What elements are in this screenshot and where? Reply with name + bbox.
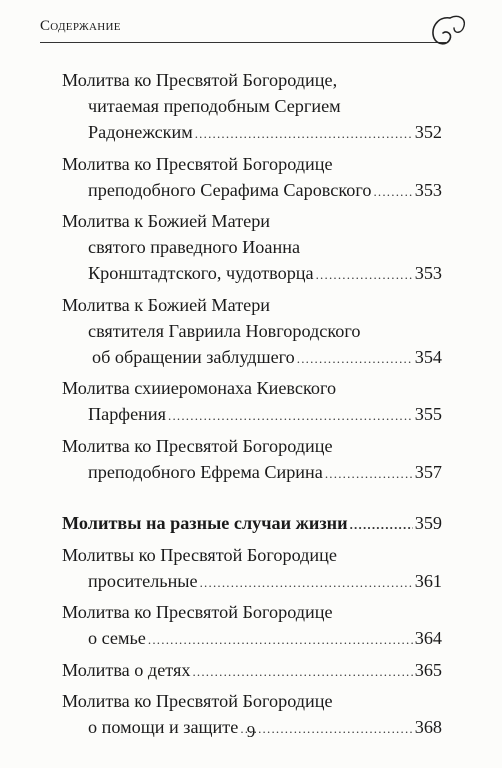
entry-line: Молитвы ко Пресвятой Богородице xyxy=(62,544,337,565)
dot-leader xyxy=(192,659,412,685)
toc-entry[interactable] xyxy=(62,375,442,427)
header-title: Содержание xyxy=(40,18,121,34)
dot-leader xyxy=(168,403,413,429)
dot-leader xyxy=(148,627,413,653)
dot-leader xyxy=(325,461,413,487)
entry-line: святителя Гавриила Новгородского xyxy=(88,320,361,341)
page-number: 357 xyxy=(414,461,442,482)
page-number: 353 xyxy=(414,263,442,283)
flourish-ornament-icon xyxy=(420,12,468,52)
section-gap xyxy=(62,490,442,510)
running-header xyxy=(40,10,468,50)
page-number: 359 xyxy=(414,513,442,533)
toc-entry[interactable] xyxy=(62,67,442,145)
entry-line: Молитва ко Пресвятой Богородице xyxy=(62,153,333,174)
page-number: 352 xyxy=(414,122,442,142)
entry-line: Радонежским xyxy=(88,122,193,142)
entry-line: просительные xyxy=(88,570,198,591)
table-of-contents xyxy=(62,67,442,746)
dot-leader xyxy=(297,346,413,372)
entry-line: о помощи и защите xyxy=(88,717,239,737)
entry-line: Парфения xyxy=(88,404,166,424)
toc-section-heading[interactable] xyxy=(62,510,442,536)
page-number: 354 xyxy=(414,346,442,367)
toc-entry[interactable] xyxy=(62,433,442,485)
entry-line: об обращении заблудшего xyxy=(92,346,295,367)
dot-leader xyxy=(195,121,413,147)
dot-leader xyxy=(200,570,413,596)
entry-line: Молитва о детях xyxy=(62,659,191,680)
entry-line: о семье xyxy=(88,628,146,648)
entry-line: преподобного Ефрема Сирина xyxy=(88,461,323,482)
dot-leader xyxy=(373,179,412,205)
header-rule xyxy=(40,42,446,43)
toc-entry[interactable] xyxy=(62,208,442,286)
entry-line: Кронштадтского, чудотворца xyxy=(88,263,314,283)
entry-line: Молитва схииеромонаха Киевского xyxy=(62,378,337,398)
entry-line: святого праведного Иоанна xyxy=(88,237,301,257)
entry-line: читаемая преподобным Сергием xyxy=(88,96,341,116)
dot-leader xyxy=(316,262,413,288)
entry-line: Молитва ко Пресвятой Богородице xyxy=(62,435,333,456)
page-number: 361 xyxy=(414,570,442,591)
entry-line: Молитва к Божией Матери xyxy=(62,211,271,231)
section-title: Молитвы на разные случаи жизни xyxy=(62,513,348,533)
entry-line: Молитва ко Пресвятой Богородице xyxy=(62,691,333,711)
entry-line: Молитва ко Пресвятой Богородице, xyxy=(62,70,338,90)
page-number: 365 xyxy=(414,659,442,680)
page-number: 355 xyxy=(414,404,442,424)
dot-leader xyxy=(350,512,413,538)
page-number: 368 xyxy=(414,717,442,737)
page-folio: 9 xyxy=(246,722,256,741)
toc-entry[interactable] xyxy=(62,151,442,203)
toc-entry[interactable] xyxy=(62,599,442,651)
entry-line: Молитва ко Пресвятой Богородице xyxy=(62,602,333,622)
toc-entry[interactable] xyxy=(62,657,442,683)
page-number: 364 xyxy=(414,628,442,648)
entry-line: Молитва к Божией Матери xyxy=(62,294,271,315)
toc-entry[interactable] xyxy=(62,542,442,594)
entry-line: преподобного Серафима Саровского xyxy=(88,179,372,200)
page-number: 353 xyxy=(414,179,442,200)
toc-entry[interactable] xyxy=(62,292,442,370)
